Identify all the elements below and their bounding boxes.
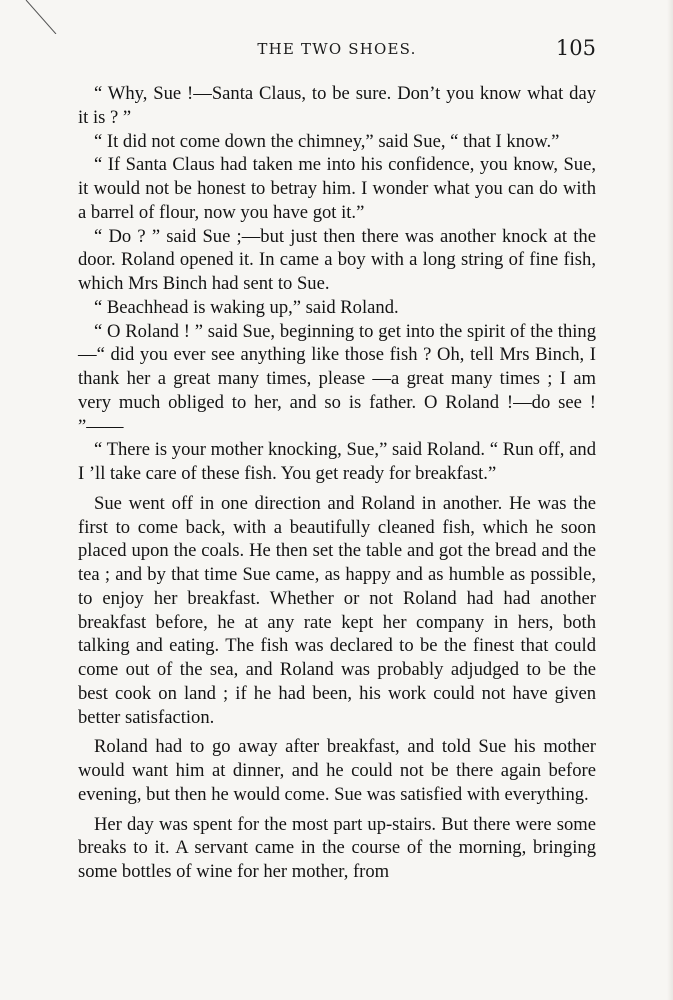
page-edge-shadow [667,0,673,1000]
paragraph: “ Why, Sue !—Santa Claus, to be sure. Don’t you know what day it is ? ” [78,83,596,128]
paragraph: “ There is your mother knocking, Sue,” said Roland. “ Run off, and I ’ll take care of these fish. You get ready for breakfast.” [78,439,596,484]
page-header [78,36,596,66]
paragraph: Her day was spent for the most part up-stairs. But there were some breaks to it. A servant came in the course of the morning, bringing some bottles of wine for her mother, from [78,813,596,882]
paragraph: “ O Roland ! ” said Sue, beginning to get into the spirit of the thing—“ did you ever see anything like those fish ? Oh, tell Mrs Binch, I thank her a great many times, please —a great many times ; I am very much obliged to her, and so is father. O Roland !—do see ! ”—— [78,320,596,437]
page-number: 105 [555,36,596,60]
paragraph: “ It did not come down the chimney,” said Sue, “ that I know.” [94,130,560,152]
body-text [78,82,596,884]
paragraph: “ Do ? ” said Sue ;—but just then there was another knock at the door. Roland opened it. In came a boy with a long string of fine fish, which Mrs Binch had sent to Sue. [78,225,596,294]
paragraph: “ If Santa Claus had taken me into his confidence, you know, Sue, it would not be honest to betray him. I wonder what you can do with a barrel of flour, now you have got it.” [78,154,596,223]
paragraph: Roland had to go away after breakfast, and told Sue his mother would want him at dinner, and he could not be there again before evening, but then he would come. Sue was satisfied with everything. [78,736,596,805]
page-fold-mark [20,0,60,34]
paragraph: “ Beachhead is waking up,” said Roland. [94,296,399,318]
running-title: THE TWO SHOES. [257,40,417,58]
paragraph: Sue went off in one direction and Roland in another. He was the first to come back, with a beautifully cleaned fish, which he soon placed upon the coals. He then set the table and got the bread and the tea ; and by that time Sue came, as happy and as humble as possible, to enjoy her breakfast. Whether or not Roland had had another breakfast before, he at any rate kept her company in hers, both talking and eating. The fish was declared to be the finest that could come out of the sea, and Roland was probably adjudged to be the best cook on land ; if he had been, his work could not have given better satisfaction. [78,492,596,728]
